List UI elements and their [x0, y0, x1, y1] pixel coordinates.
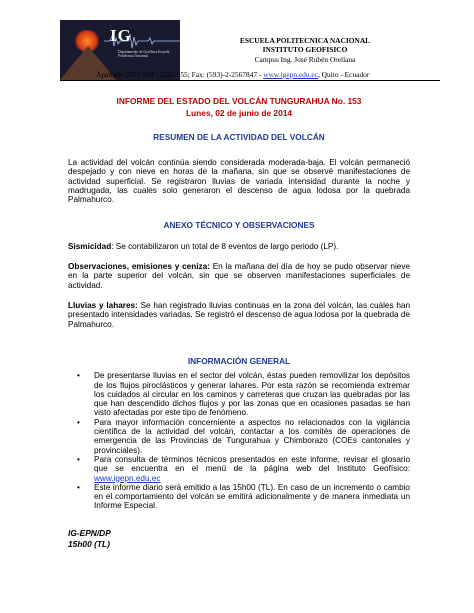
signature-block — [68, 528, 111, 550]
logo-subtitle: Departamento de Geofísica Escuela Politécnica Nacional — [118, 50, 170, 59]
campus-name: Campus Ing. José Rubén Orellana — [254, 54, 356, 64]
seismicity-text: : Se contabilizaron un total de 8 eventos de largo periodo (LP). — [111, 241, 339, 251]
report-date: Lunes, 02 de junio de 2014 — [185, 108, 293, 119]
report-title: INFORME DEL ESTADO DEL VOLCÁN TUNGURAHUA No. 153 — [116, 96, 362, 106]
report-body — [68, 90, 410, 511]
contact-details: Apartado 2759 Telf.: 2225-655; Fax: (593)-2-2567847 - — [96, 70, 264, 79]
observations-text: En la mañana del día de hoy se pudo observar nieve en la parte superior del volcán, sin que se observen manifestaciones superficiales de actividad. — [68, 262, 411, 290]
bullet-text: De presentarse lluvias en el sector del volcán, éstas pueden removilizar los depósitos de los flujos piroclásticos y generar lahares. Por esta razón se recomienda extremar los cuidados al circular en los caminos y carreteras que cruzan las quebradas por las que han descendido dichos flujos y por las zonas que en ocasiones pasadas se han visto afectadas por este tipo de fenómeno. — [94, 371, 410, 418]
bullet-icon: • — [77, 454, 80, 464]
bullet-icon: • — [77, 482, 80, 492]
contact-city: , Quito - Ecuador — [317, 70, 370, 79]
bullet-icon: • — [77, 371, 80, 381]
observations-label: Observaciones, emisiones y ceniza: — [68, 262, 210, 272]
website-link[interactable]: www.igepn.edu.ec — [263, 70, 318, 79]
contact-line — [96, 70, 436, 79]
institution-block — [200, 36, 410, 64]
list-item — [68, 483, 410, 511]
list-item — [68, 371, 410, 417]
general-heading: INFORMACIÓN GENERAL — [187, 355, 291, 366]
rain-paragraph — [68, 301, 410, 329]
seismicity-paragraph — [68, 242, 410, 251]
signature-org: IG-EPN/DP — [68, 528, 111, 538]
signature-time: 15h00 (TL) — [68, 539, 110, 549]
logo-text: IG — [110, 26, 132, 45]
institute-name: INSTITUTO GEOFISICO — [262, 45, 348, 55]
annex-heading: ANEXO TÉCNICO Y OBSERVACIONES — [163, 219, 315, 230]
list-item — [68, 418, 410, 455]
summary-heading: RESUMEN DE LA ACTIVIDAD DEL VOLCÁN — [153, 131, 325, 142]
summary-text: La actividad del volcán continúa siendo considerada moderada-baja. El volcán permaneció despejado y con nieve en horas de la mañana, sin que se observé manifestaciones de actividad superficial. Se registraron lluvias de variada intensidad durante la noche y madrugada, las cuales solo generaron el descenso de agua lodosa por la quebrada Palmahurco. — [68, 158, 410, 205]
observations-paragraph — [68, 262, 410, 290]
seismicity-label: Sismicidad — [68, 241, 112, 251]
header-divider — [60, 80, 440, 81]
bullet-text: Para mayor información concerniente a aspectos no relacionados con la vigilancia científica de la actividad del volcán, contactar a los comités de operaciones de emergencia de las Provincias de Tungurahua y Chimborazo (COEs cantonales y provinciales). — [94, 417, 410, 455]
glossary-link[interactable]: www.igepn.edu.ec — [94, 473, 161, 483]
rain-text: Se han registrado lluvias continuas en la zona del volcán, las cuáles han presentado intensidades variadas. Se registró el descenso de agua lodosa por la quebrada de Palmahurco. — [68, 301, 410, 329]
letterhead — [0, 0, 474, 82]
general-info-list — [68, 371, 410, 510]
school-name: ESCUELA POLITECNICA NACIONAL — [239, 36, 371, 45]
bullet-icon: • — [77, 417, 80, 427]
bullet-text: Este informe diario será emitido a las 15h00 (TL). En caso de un incremento o cambio en el comportamiento del volcán se emitirá adicionalmente y de manera inmediata un Informe Especial. — [94, 482, 410, 511]
rain-label: Lluvias y lahares: — [68, 301, 138, 311]
list-item — [68, 455, 410, 483]
bullet-text: Para consulta de términos técnicos presentados en este informe, revisar el glosario que se encuentra en el menú de la página web del Instituto Geofísico: — [94, 454, 410, 474]
